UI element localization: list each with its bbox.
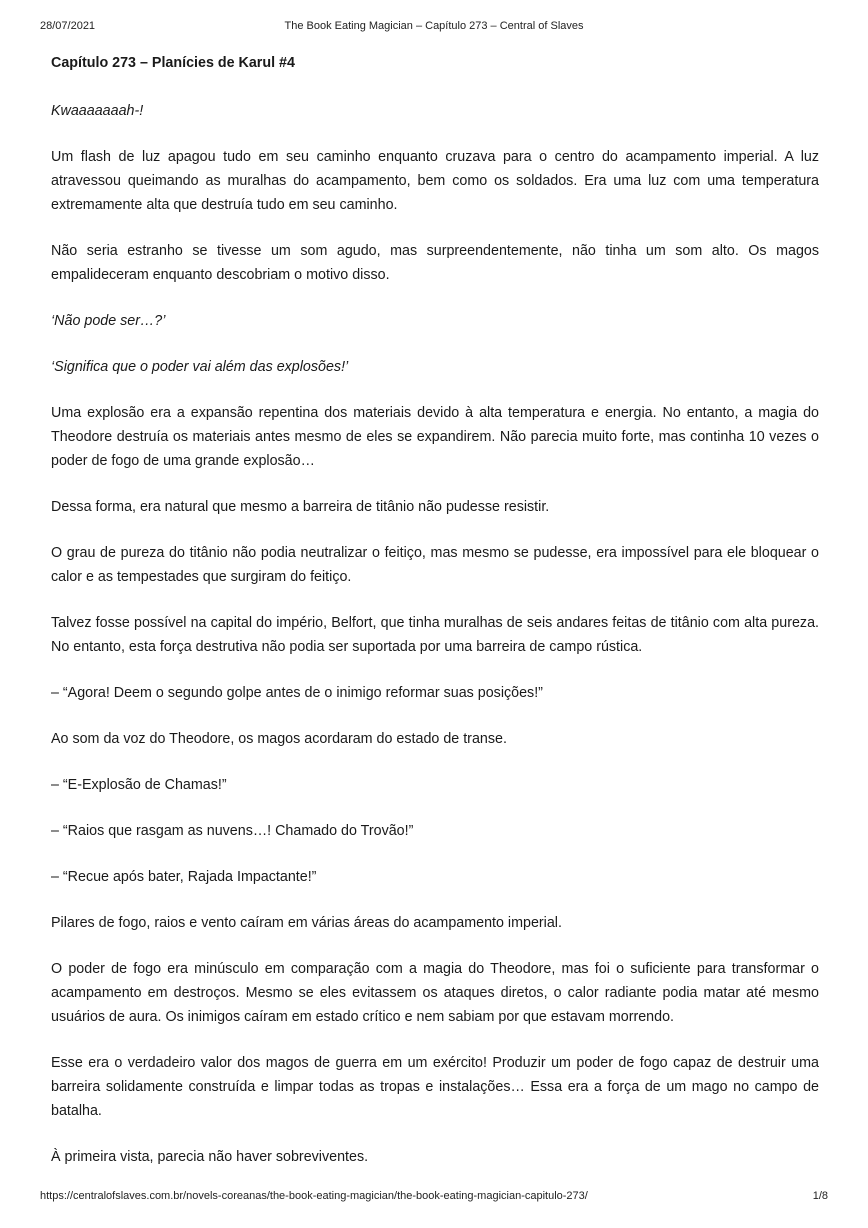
paragraph: Talvez fosse possível na capital do império, Belfort, que tinha muralhas de seis andares feitas de titânio com alta pureza. No entanto, esta força destrutiva não podia ser suportada por uma barreira de campo rústica. <box>51 615 819 655</box>
print-date: 28/07/2021 <box>40 20 96 32</box>
page-number: 1/8 <box>812 1190 828 1202</box>
paragraph: Não seria estranho se tivesse um som agudo, mas surpreendentemente, não tinha um som alto. Os magos empalideceram enquanto descobriam o motivo disso. <box>51 243 819 283</box>
print-header <box>40 20 828 36</box>
paragraph: Um flash de luz apagou tudo em seu caminho enquanto cruzava para o centro do acampamento imperial. A luz atravessou queimando as muralhas do acampamento, bem como os soldados. Era uma luz com uma temperatura extremamente alta que destruía tudo em seu caminho. <box>51 149 819 213</box>
paragraph: Dessa forma, era natural que mesmo a barreira de titânio não pudesse resistir. <box>51 499 550 515</box>
paragraph: À primeira vista, parecia não haver sobreviventes. <box>51 1149 369 1165</box>
paragraph: Kwaaaaaaah-! <box>51 103 144 119</box>
paragraph: O poder de fogo era minúsculo em comparação com a magia do Theodore, mas foi o suficiente para transformar o acampamento em destroços. Mesmo se eles evitassem os ataques diretos, o calor radiante podia matar até mesmo usuários de aura. Os inimigos caíram em estado crítico e nem sabiam por que estavam morrendo. <box>51 961 819 1025</box>
paragraph: – “E-Explosão de Chamas!” <box>51 777 227 793</box>
paragraph: Uma explosão era a expansão repentina dos materiais devido à alta temperatura e energia. No entanto, a magia do Theodore destruía os materiais antes mesmo de eles se expandirem. Não parecia muito forte, mas continha 10 vezes o poder de fogo de uma grande explosão… <box>51 405 819 469</box>
chapter-title: Capítulo 273 – Planícies de Karul #4 <box>51 55 295 71</box>
page-url: https://centralofslaves.com.br/novels-coreanas/the-book-eating-magician/the-book-eating-magician-capitulo-273/ <box>40 1190 588 1202</box>
paragraph: – “Raios que rasgam as nuvens…! Chamado do Trovão!” <box>51 823 414 839</box>
paragraph: – “Agora! Deem o segundo golpe antes de o inimigo reformar suas posições!” <box>51 685 543 701</box>
paragraph: Pilares de fogo, raios e vento caíram em várias áreas do acampamento imperial. <box>51 915 562 931</box>
paragraph-list <box>51 99 819 1169</box>
paragraph: Ao som da voz do Theodore, os magos acordaram do estado de transe. <box>51 731 507 747</box>
paragraph: ‘Não pode ser…?’ <box>51 313 166 329</box>
print-footer <box>40 1190 828 1206</box>
article-body <box>51 54 819 1191</box>
paragraph: ‘Significa que o poder vai além das explosões!’ <box>51 359 349 375</box>
paragraph: Esse era o verdadeiro valor dos magos de guerra em um exército! Produzir um poder de fogo capaz de destruir uma barreira solidamente construída e limpar todas as tropas e instalações… Essa era a força de um mago no campo de batalha. <box>51 1055 819 1119</box>
paragraph: O grau de pureza do titânio não podia neutralizar o feitiço, mas mesmo se pudesse, era impossível para ele bloquear o calor e as tempestades que surgiram do feitiço. <box>51 545 819 585</box>
document-title: The Book Eating Magician – Capítulo 273 – Central of Slaves <box>284 20 584 32</box>
paragraph: – “Recue após bater, Rajada Impactante!” <box>51 869 317 885</box>
